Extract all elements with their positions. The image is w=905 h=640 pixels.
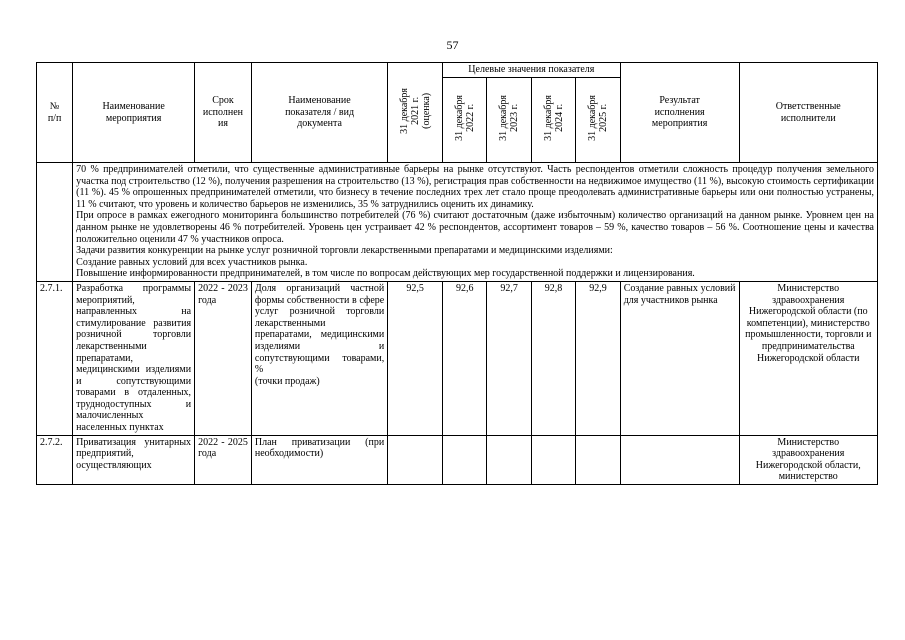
table-row: [37, 281, 878, 435]
row-value-2023: 92,7: [487, 281, 531, 435]
intro-paragraph: Создание равных условий для всех участников рынка.: [76, 256, 308, 268]
header-result: Результат исполнения мероприятия: [620, 63, 739, 163]
header-2025: 31 декабря 2025 г.: [576, 78, 620, 163]
intro-paragraph: Задачи развития конкуренции на рынке услуг розничной торговли лекарственными препаратами и медицинскими изделиями:: [76, 245, 613, 257]
row-responsible: Министерство здравоохранения Нижегородской области, министерство: [739, 435, 877, 484]
header-2022: 31 декабря 2022 г.: [442, 78, 486, 163]
intro-paragraph: Повышение информированности предпринимателей, в том числе по вопросам действующих мер государственной поддержки и лицензирования.: [76, 268, 695, 280]
row-result: Создание равных условий для участников рынка: [620, 281, 739, 435]
header-2021: 31 декабря 2021 г. (оценка): [388, 63, 443, 163]
row-value-2021: 92,5: [388, 281, 443, 435]
row-value-2023: [487, 435, 531, 484]
row-value-2021: [388, 435, 443, 484]
row-num: 2.7.2.: [37, 435, 73, 484]
intro-spacer-cell: [37, 163, 73, 282]
row-value-2024: 92,8: [531, 281, 575, 435]
row-event: Разработка программы мероприятий, направленных на стимулирование развития розничной торговли лекарственными препаратами, медицинскими изделиями и сопутствующими товарами в отдаленных, труднодоступных и малочисленных населенных пунктах: [73, 281, 195, 435]
row-indicator: План приватизации (при необходимости): [251, 435, 387, 484]
row-value-2022: [442, 435, 486, 484]
header-indicator: Наименование показателя / вид документа: [251, 63, 387, 163]
row-event: Приватизация унитарных предприятий, осуществляющих: [73, 435, 195, 484]
row-value-2022: 92,6: [442, 281, 486, 435]
header-num: № п/п: [37, 63, 73, 163]
intro-paragraph: При опросе в рамках ежегодного мониторинга большинство потребителей (76 %) считают достаточным (даже избыточным) количество организаций на данном рынке. Уровнем цен на данном рынке не удовлетворены 46 % потребителей. Уровень цен устраивает 42 % респондентов, ассортимент товаров – 59 %, качество товаров – 56 %. Соотношение цены и качества положительно оценили 47 % участников опроса.: [76, 210, 874, 245]
row-indicator: Доля организаций частной формы собственности в сфере услуг розничной торговли лекарственными препаратами, медицинскими изделиями и сопутствующими товарами, % (точки продаж): [251, 281, 387, 435]
row-term: 2022 - 2025 года: [195, 435, 252, 484]
row-value-2024: [531, 435, 575, 484]
row-value-2025: [576, 435, 620, 484]
row-responsible: Министерство здравоохранения Нижегородской области (по компетенции), министерство промышленности, торговли и предпринимательства Нижегородской области: [739, 281, 877, 435]
header-event: Наименование мероприятия: [73, 63, 195, 163]
page-number: 57: [446, 38, 459, 52]
intro-text-cell: [73, 163, 878, 282]
intro-paragraph: 70 % предпринимателей отметили, что существенные административные барьеры на рынке отсутствуют. Часть респондентов отметили сложность процедур получения земельного участка под строительство (12 %), получения разрешения на строительство (13 %), регистрация прав собственности на недвижимое имущество (11 %), высокую стоимость сертификации (11 %). 45 % опрошенных предпринимателей отметили, что бизнесу в течение последних трех лет стало проще преодолевать административные барьеры или они полностью устранены, 11 % считают, что уровень и количество барьеров не изменились, 35 % затруднились оценить их динамику.: [76, 164, 874, 210]
table-row: [37, 435, 878, 484]
row-term: 2022 - 2023 года: [195, 281, 252, 435]
header-2023: 31 декабря 2023 г.: [487, 78, 531, 163]
header-term: Срок исполнен ия: [195, 63, 252, 163]
row-result: [620, 435, 739, 484]
measures-table: [36, 62, 878, 485]
header-2024: 31 декабря 2024 г.: [531, 78, 575, 163]
row-num: 2.7.1.: [37, 281, 73, 435]
header-responsible: Ответственные исполнители: [739, 63, 877, 163]
header-targets-group: Целевые значения показателя: [442, 63, 620, 78]
row-value-2025: 92,9: [576, 281, 620, 435]
